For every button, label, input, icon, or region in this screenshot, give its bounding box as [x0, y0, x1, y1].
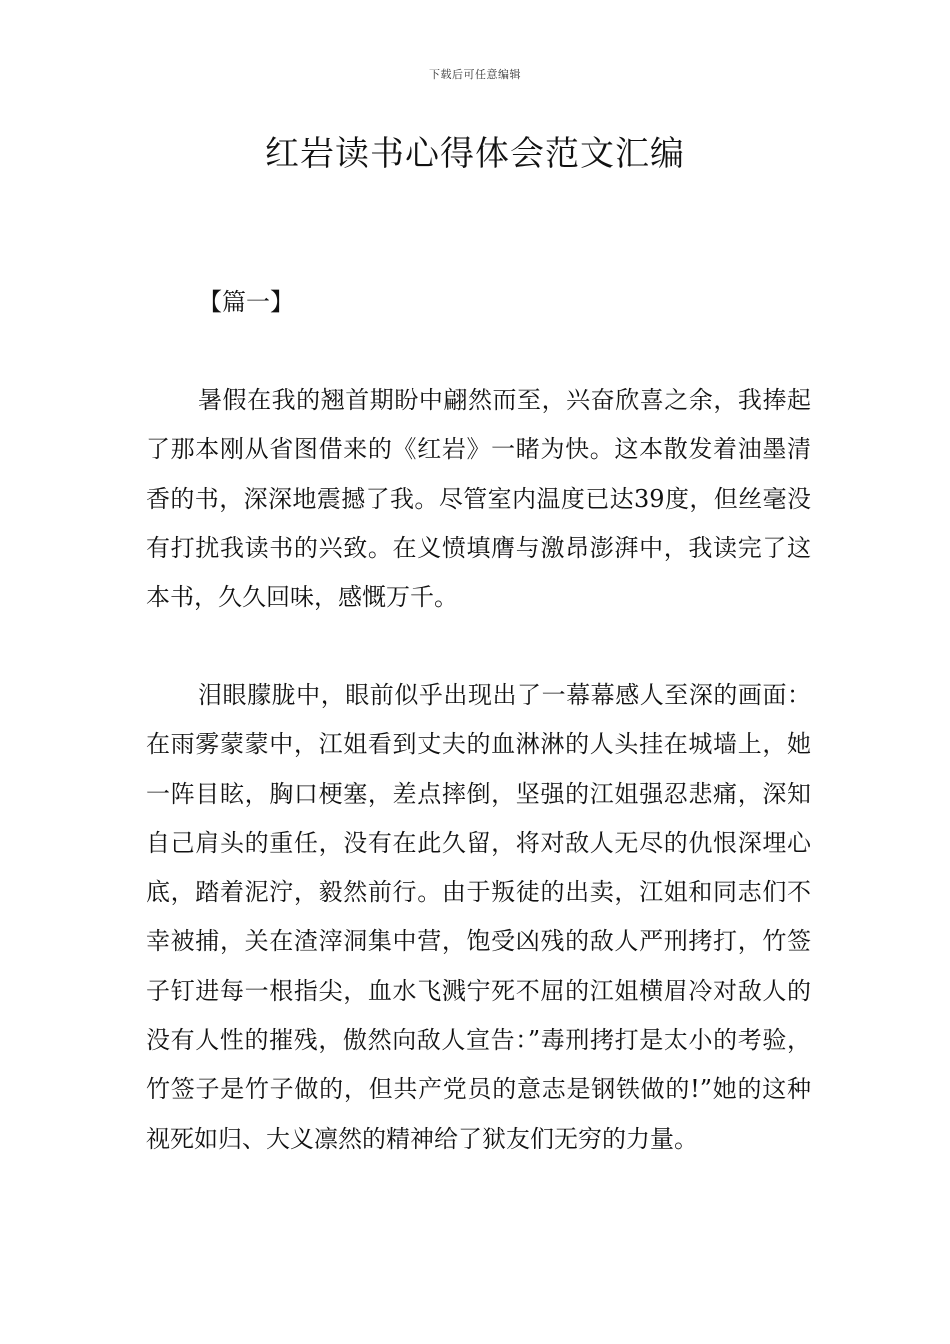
document-title: 红岩读书心得体会范文汇编	[265, 134, 685, 174]
header-note: 下载后可任意编辑	[429, 68, 521, 81]
body-paragraph: 暑假在我的翘首期盼中翩然而至，兴奋欣喜之余，我捧起了那本刚从省图借来的《红岩》一睹为快。这本散发着油墨清香的书，深深地震撼了我。尽管室内温度已达39度，但丝毫没有打扰我读书的兴致。在义愤填膺与激昂澎湃中，我读完了这本书，久久回味，感慨万千。	[146, 386, 811, 612]
section-heading: 【篇一】	[198, 288, 294, 316]
body-paragraph: 泪眼朦胧中，眼前似乎出现出了一幕幕感人至深的画面：在雨雾蒙蒙中，江姐看到丈夫的血淋淋的人头挂在城墙上，她一阵目眩，胸口梗塞，差点摔倒，坚强的江姐强忍悲痛，深知自己肩头的重任，没有在此久留，将对敌人无尽的仇恨深埋心底，踏着泥泞，毅然前行。由于叛徒的出卖，江姐和同志们不幸被捕，关在渣滓洞集中营，饱受凶残的敌人严刑拷打，竹签子钉进每一根指尖，血水飞溅宁死不屈的江姐横眉冷对敌人的没有人性的摧残，傲然向敌人宣告：”毒刑拷打是太小的考验，竹签子是竹子做的，但共产党员的意志是钢铁做的!”她的这种视死如归、大义凛然的精神给了狱友们无穷的力量。	[146, 681, 811, 1153]
